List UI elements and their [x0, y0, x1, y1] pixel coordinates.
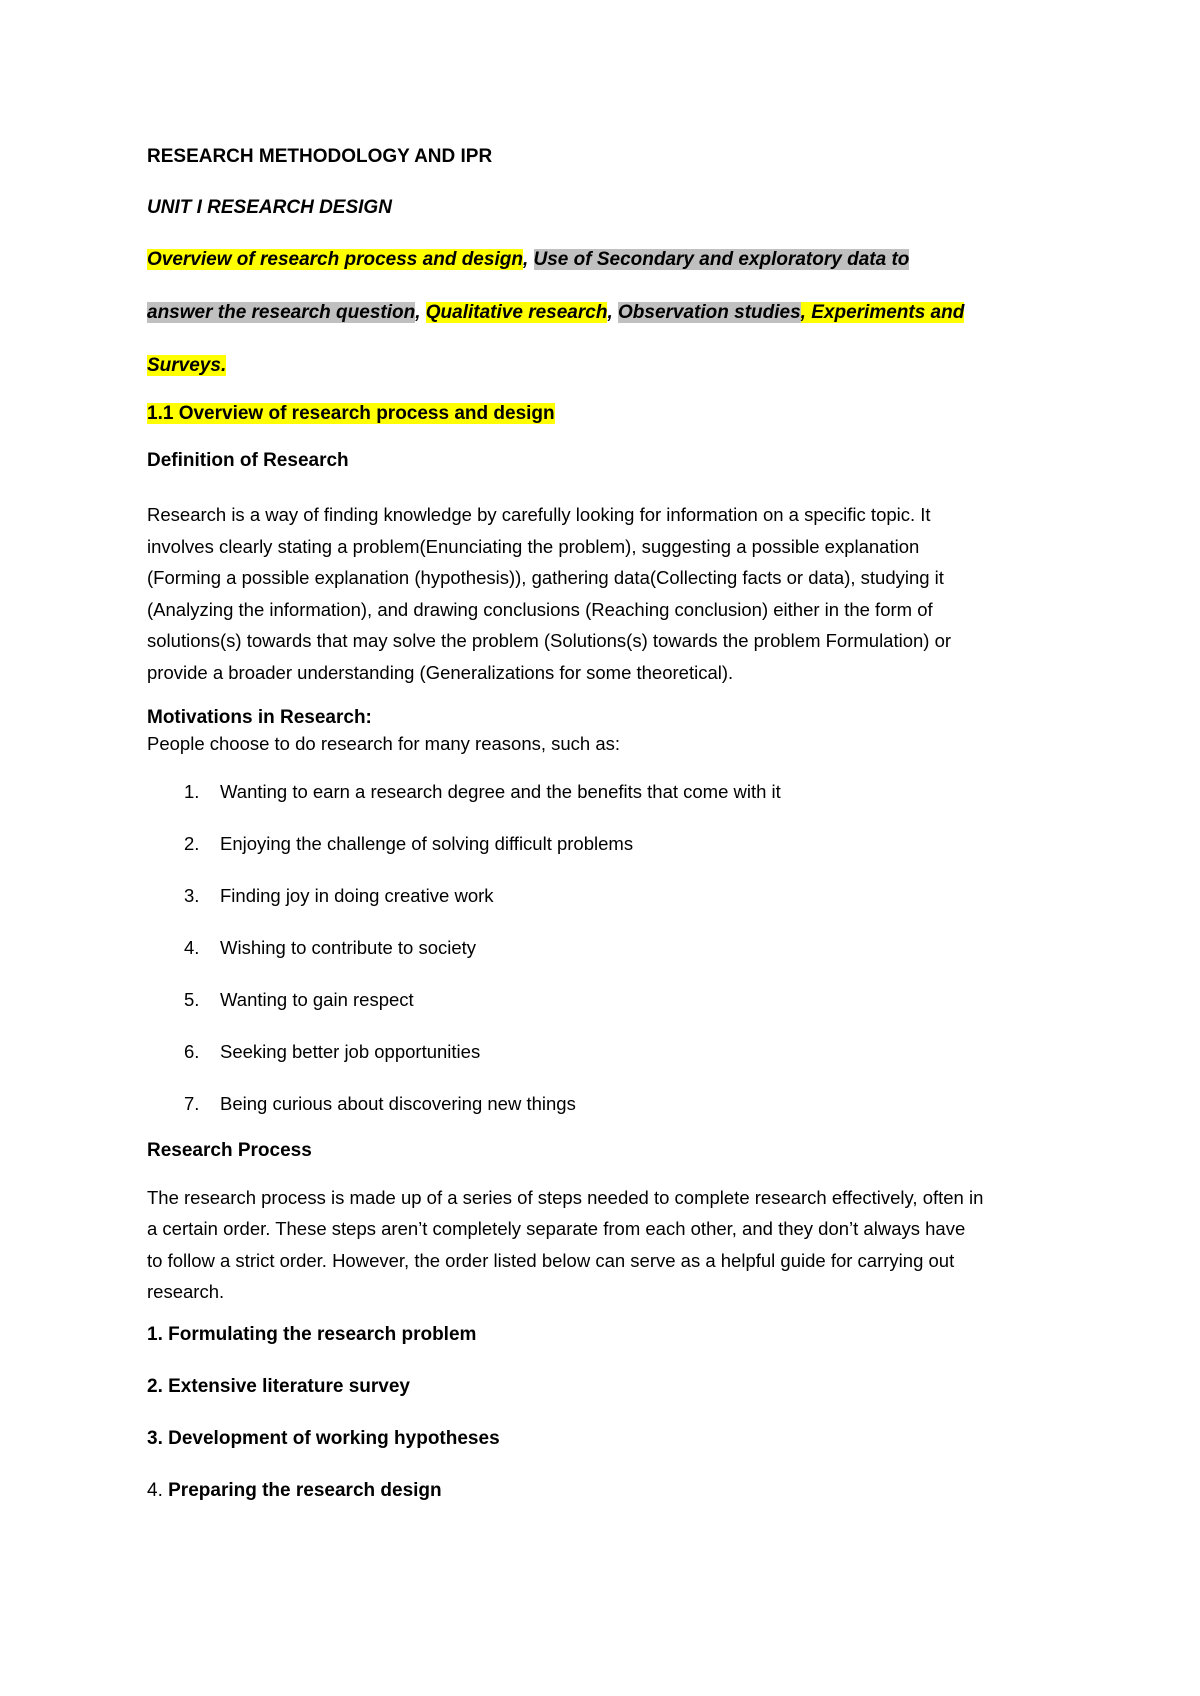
process-step: [147, 1428, 1067, 1450]
process-heading: Research Process: [147, 1139, 312, 1161]
step-number: 4.: [147, 1479, 163, 1501]
paragraph-line: Research is a way of finding knowledge by carefully looking for information on a specific topic. It: [147, 504, 931, 525]
list-number: 4.: [184, 936, 200, 958]
paragraph-line: a certain order. These steps aren’t completely separate from each other, and they don’t always have: [147, 1218, 966, 1240]
step-number: 1.: [147, 1323, 163, 1345]
topic-observation: Observation studies: [618, 302, 801, 323]
paragraph-line: to follow a strict order. However, the order listed below can serve as a helpful guide for carrying out: [147, 1249, 955, 1271]
list-item: [147, 885, 1067, 907]
list-number: 7.: [184, 1092, 200, 1114]
definition-paragraph: [147, 499, 1067, 689]
step-number: 2.: [147, 1375, 163, 1397]
paragraph-line: research.: [147, 1281, 225, 1303]
step-text: Preparing the research design: [162, 1479, 442, 1501]
process-step: [147, 1376, 1067, 1398]
document-title: RESEARCH METHODOLOGY AND IPR: [147, 146, 493, 167]
list-item: [147, 833, 1067, 855]
list-item-text: Enjoying the challenge of solving difficult problems: [220, 832, 634, 854]
list-item: [147, 989, 1067, 1011]
topic-separator: ,: [522, 249, 534, 270]
list-item-text: Wanting to gain respect: [220, 988, 414, 1010]
step-text: Extensive literature survey: [162, 1375, 410, 1397]
topics-line-3: [147, 354, 1067, 378]
process-step: [147, 1480, 1067, 1502]
document-content: [147, 146, 1067, 1532]
list-item-text: Finding joy in doing creative work: [220, 884, 494, 906]
topics-line-1: [147, 248, 1067, 272]
section-heading-text: 1.1 Overview of research process and design: [147, 403, 555, 424]
list-number: 5.: [184, 988, 200, 1010]
process-step: [147, 1324, 1067, 1346]
list-item: [147, 1093, 1067, 1115]
paragraph-line: (Forming a possible explanation (hypothesis)), gathering data(Collecting facts or data), studying it: [147, 567, 944, 589]
process-paragraph: [147, 1182, 1067, 1308]
process-steps: [147, 1324, 1067, 1502]
topic-secondary-data-cont: answer the research question: [147, 302, 416, 323]
topic-separator: ,: [607, 302, 618, 323]
list-number: 3.: [184, 884, 200, 906]
unit-title: UNIT I RESEARCH DESIGN: [147, 197, 392, 218]
topic-surveys: Surveys.: [147, 355, 227, 376]
paragraph-line: involves clearly stating a problem(Enunciating the problem), suggesting a possible explanation: [147, 535, 920, 557]
list-item-text: Seeking better job opportunities: [220, 1040, 481, 1062]
topic-qualitative: Qualitative research: [425, 302, 608, 323]
list-item-text: Wanting to earn a research degree and the benefits that come with it: [220, 780, 781, 802]
paragraph-line: solutions(s) towards that may solve the problem (Solutions(s) towards the problem Formulation) or: [147, 630, 952, 652]
motivations-list: [147, 781, 1067, 1115]
topic-experiments: , Experiments and: [800, 302, 965, 323]
list-item: [147, 781, 1067, 803]
list-number: 1.: [184, 780, 200, 802]
topic-separator: ,: [415, 302, 426, 323]
step-text: Formulating the research problem: [162, 1323, 477, 1345]
list-number: 6.: [184, 1040, 200, 1062]
motivations-heading: Motivations in Research:: [147, 706, 372, 728]
step-number: 3.: [147, 1427, 163, 1449]
list-item: [147, 937, 1067, 959]
paragraph-line: (Analyzing the information), and drawing conclusions (Reaching conclusion) either in the form of: [147, 598, 933, 620]
step-text: Development of working hypotheses: [162, 1427, 500, 1449]
list-item-text: Wishing to contribute to society: [220, 936, 477, 958]
topic-secondary-data: Use of Secondary and exploratory data to: [533, 249, 910, 270]
paragraph-line: The research process is made up of a series of steps needed to complete research effectively, often in: [147, 1186, 984, 1208]
list-item: [147, 1041, 1067, 1063]
motivations-intro: People choose to do research for many reasons, such as:: [147, 732, 621, 754]
definition-heading: Definition of Research: [147, 450, 349, 471]
topic-overview: Overview of research process and design: [147, 249, 523, 270]
list-item-text: Being curious about discovering new things: [220, 1092, 576, 1114]
list-number: 2.: [184, 832, 200, 854]
section-heading: [147, 403, 1067, 425]
topics-line-2: [147, 301, 1067, 325]
paragraph-line: provide a broader understanding (Generalizations for some theoretical).: [147, 661, 734, 683]
